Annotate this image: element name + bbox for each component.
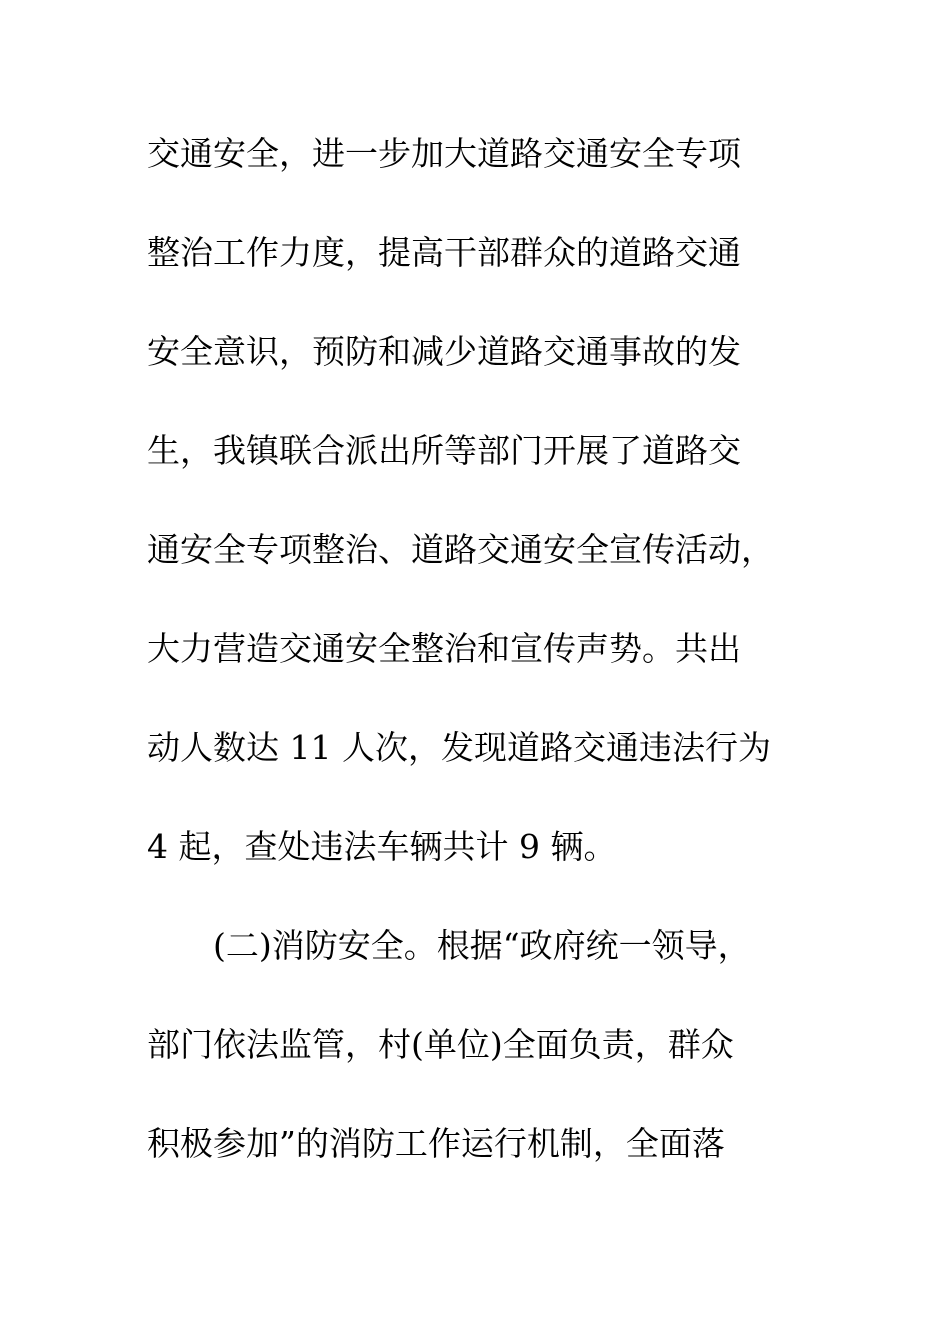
- text-line: 部门依法监管，村(单位)全面负责，群众: [147, 1025, 734, 1064]
- text-line: 大力营造交通安全整治和宣传声势。共出: [147, 629, 741, 668]
- text-line: 通安全专项整治、道路交通安全宣传活动，: [147, 530, 774, 569]
- text-line: 整治工作力度，提高干部群众的道路交通: [147, 233, 741, 272]
- text-line: 安全意识，预防和减少道路交通事故的发: [147, 332, 741, 371]
- text-line: 4 起，查处违法车辆共计 9 辆。: [147, 827, 617, 866]
- section-heading-line: (二)消防安全。根据“政府统一领导，: [213, 926, 751, 965]
- text-line: 积极参加”的消防工作运行机制，全面落: [147, 1124, 725, 1163]
- text-line: 动人数达 11 人次，发现道路交通违法行为: [147, 728, 771, 767]
- body-text: [147, 122, 807, 1211]
- text-line: 交通安全，进一步加大道路交通安全专项: [147, 134, 741, 173]
- text-line: 生，我镇联合派出所等部门开展了道路交: [147, 431, 741, 470]
